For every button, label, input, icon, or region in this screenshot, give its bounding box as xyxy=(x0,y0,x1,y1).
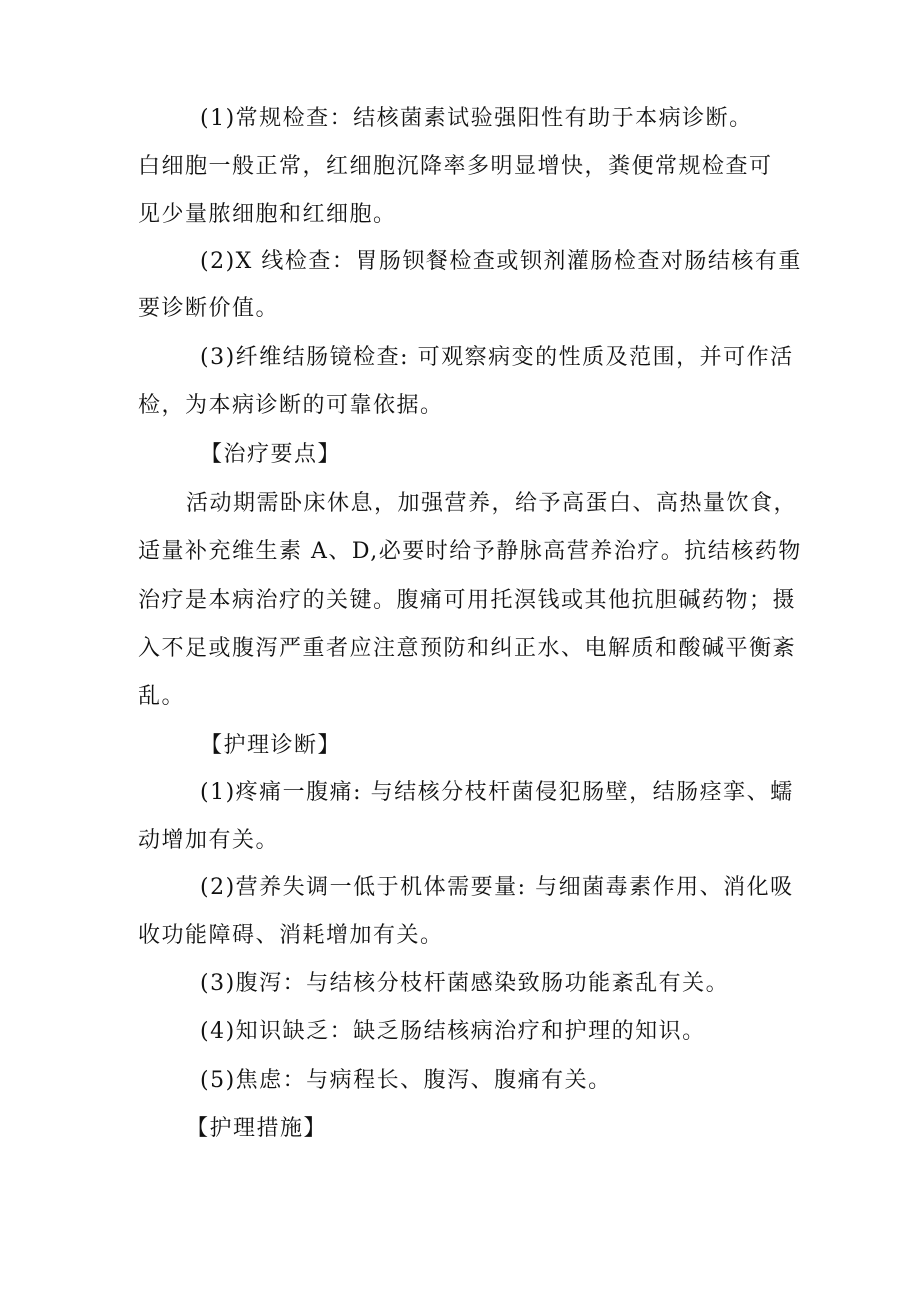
section-heading: 【治疗要点】 xyxy=(200,442,342,467)
paragraph-line: (3)纤维结肠镜检查: 可观察病变的性质及范围，并可作活 xyxy=(200,345,794,370)
paragraph-line: 检，为本病诊断的可靠依据。 xyxy=(138,393,444,418)
paragraph-line: 动增加有关。 xyxy=(138,828,280,853)
section-heading: 【护理措施】 xyxy=(186,1116,328,1141)
paragraph-line: (3)腹泻：与结核分枝杆菌感染致肠功能紊乱有关。 xyxy=(200,971,730,996)
paragraph-line: 治疗是本病治疗的关键。腹痛可用托溟钱或其他抗胆碱药物；摄 xyxy=(138,588,797,613)
paragraph-line: (4)知识缺乏：缺乏肠结核病治疗和护理的知识。 xyxy=(200,1019,706,1044)
section-heading: 【护理诊断】 xyxy=(200,733,342,758)
paragraph-line: 白细胞一般正常，红细胞沉降率多明显增快，粪便常规检查可 xyxy=(138,154,773,179)
paragraph-line: 收功能障碍、消耗增加有关。 xyxy=(138,923,444,948)
paragraph-line: (1)常规检查：结核菌素试验强阳性有助于本病诊断。 xyxy=(200,106,753,131)
paragraph-line: 见少量脓细胞和红细胞。 xyxy=(138,202,397,227)
paragraph-line: 要诊断价值。 xyxy=(138,296,280,321)
paragraph-line: 活动期需卧床休息，加强营养，给予高蛋白、高热量饮食， xyxy=(186,491,798,516)
paragraph-line: (1)疼痛一腹痛: 与结核分枝杆菌侵犯肠壁，结肠痉挛、蠕 xyxy=(200,780,794,805)
paragraph-line: (5)焦虑：与病程长、腹泻、腹痛有关。 xyxy=(200,1068,612,1093)
paragraph-line: 入不足或腹泻严重者应注意预防和纠正水、电解质和酸碱平衡紊 xyxy=(138,636,797,661)
paragraph-line: (2)营养失调一低于机体需要量: 与细菌毒素作用、消化吸 xyxy=(200,875,794,900)
paragraph-line: (2)X 线检查：胃肠钡餐检查或钡剂灌肠检查对肠结核有重 xyxy=(200,249,802,274)
paragraph-line: 乱。 xyxy=(138,684,186,709)
paragraph-line: 适量补充维生素 A、D,必要时给予静脉高营养治疗。抗结核药物 xyxy=(138,539,802,564)
